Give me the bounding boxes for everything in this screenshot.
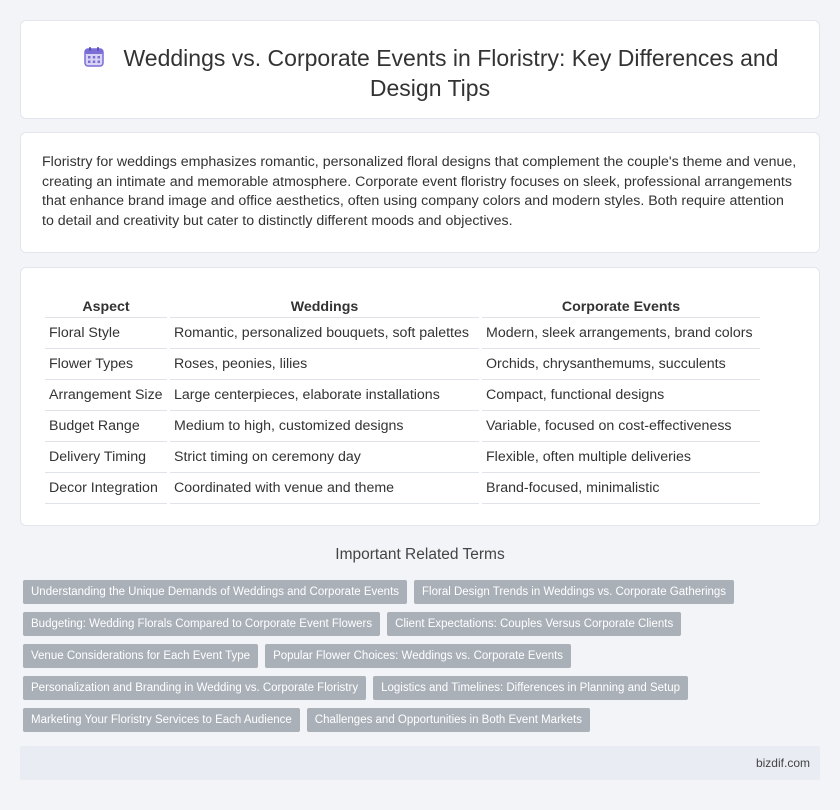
- cell-weddings: Large centerpieces, elaborate installations: [170, 380, 479, 411]
- cell-aspect: Flower Types: [45, 349, 167, 380]
- cell-weddings: Medium to high, customized designs: [170, 411, 479, 442]
- table-row: [45, 318, 760, 349]
- table-row: [45, 380, 760, 411]
- related-term-link[interactable]: Budgeting: Wedding Florals Compared to Corporate Event Flowers: [23, 612, 380, 636]
- tag-row: [23, 612, 823, 644]
- header-aspect: Aspect: [45, 296, 167, 318]
- header-card: [20, 20, 820, 119]
- related-term-link[interactable]: Floral Design Trends in Weddings vs. Corporate Gatherings: [414, 580, 734, 604]
- table-header-row: [45, 296, 760, 318]
- source-label: bizdif.com: [755, 756, 810, 770]
- cell-corporate: Compact, functional designs: [482, 380, 760, 411]
- table-row: [45, 411, 760, 442]
- page-title-text: Weddings vs. Corporate Events in Floristry: Key Differences and Design Tips: [123, 45, 779, 101]
- intro-paragraph: Floristry for weddings emphasizes romantic, personalized floral designs that complement the couple's theme and venue, creating an intimate and memorable atmosphere. Corporate event floristry focuses on sleek, professional arrangements that enhance brand image and office aesthetics, often using company colors and modern styles. Both require attention to detail and creativity but cater to distinctly different moods and objectives.: [42, 154, 797, 229]
- tag-row: [23, 580, 823, 612]
- related-term-link[interactable]: Venue Considerations for Each Event Type: [23, 644, 258, 668]
- header-weddings: Weddings: [170, 296, 479, 318]
- calendar-icon: [82, 45, 106, 69]
- cell-corporate: Orchids, chrysanthemums, succulents: [482, 349, 760, 380]
- cell-aspect: Decor Integration: [45, 473, 167, 504]
- cell-weddings: Roses, peonies, lilies: [170, 349, 479, 380]
- cell-weddings: Coordinated with venue and theme: [170, 473, 479, 504]
- related-term-link[interactable]: Personalization and Branding in Wedding vs. Corporate Floristry: [23, 676, 366, 700]
- cell-weddings: Romantic, personalized bouquets, soft palettes: [170, 318, 479, 349]
- tag-row: [23, 708, 823, 740]
- related-term-link[interactable]: Client Expectations: Couples Versus Corporate Clients: [387, 612, 681, 636]
- related-terms-list: [23, 580, 823, 740]
- page-title: [61, 43, 799, 103]
- cell-aspect: Budget Range: [45, 411, 167, 442]
- table-row: [45, 442, 760, 473]
- comparison-table-card: [20, 267, 820, 526]
- cell-corporate: Variable, focused on cost-effectiveness: [482, 411, 760, 442]
- related-term-link[interactable]: Understanding the Unique Demands of Weddings and Corporate Events: [23, 580, 407, 604]
- cell-corporate: Brand-focused, minimalistic: [482, 473, 760, 504]
- cell-aspect: Arrangement Size: [45, 380, 167, 411]
- related-terms-heading: Important Related Terms: [335, 546, 505, 563]
- cell-aspect: Delivery Timing: [45, 442, 167, 473]
- cell-corporate: Flexible, often multiple deliveries: [482, 442, 760, 473]
- intro-card: [20, 132, 820, 253]
- related-term-link[interactable]: Logistics and Timelines: Differences in Planning and Setup: [373, 676, 688, 700]
- header-corporate-events: Corporate Events: [482, 296, 760, 318]
- related-term-link[interactable]: Popular Flower Choices: Weddings vs. Corporate Events: [265, 644, 571, 668]
- table-row: [45, 473, 760, 504]
- cell-aspect: Floral Style: [45, 318, 167, 349]
- cell-corporate: Modern, sleek arrangements, brand colors: [482, 318, 760, 349]
- tag-row: [23, 644, 823, 676]
- footer-bar: [20, 746, 820, 780]
- related-term-link[interactable]: Challenges and Opportunities in Both Event Markets: [307, 708, 590, 732]
- related-term-link[interactable]: Marketing Your Floristry Services to Each Audience: [23, 708, 300, 732]
- comparison-table: [42, 296, 763, 504]
- cell-weddings: Strict timing on ceremony day: [170, 442, 479, 473]
- table-row: [45, 349, 760, 380]
- tag-row: [23, 676, 823, 708]
